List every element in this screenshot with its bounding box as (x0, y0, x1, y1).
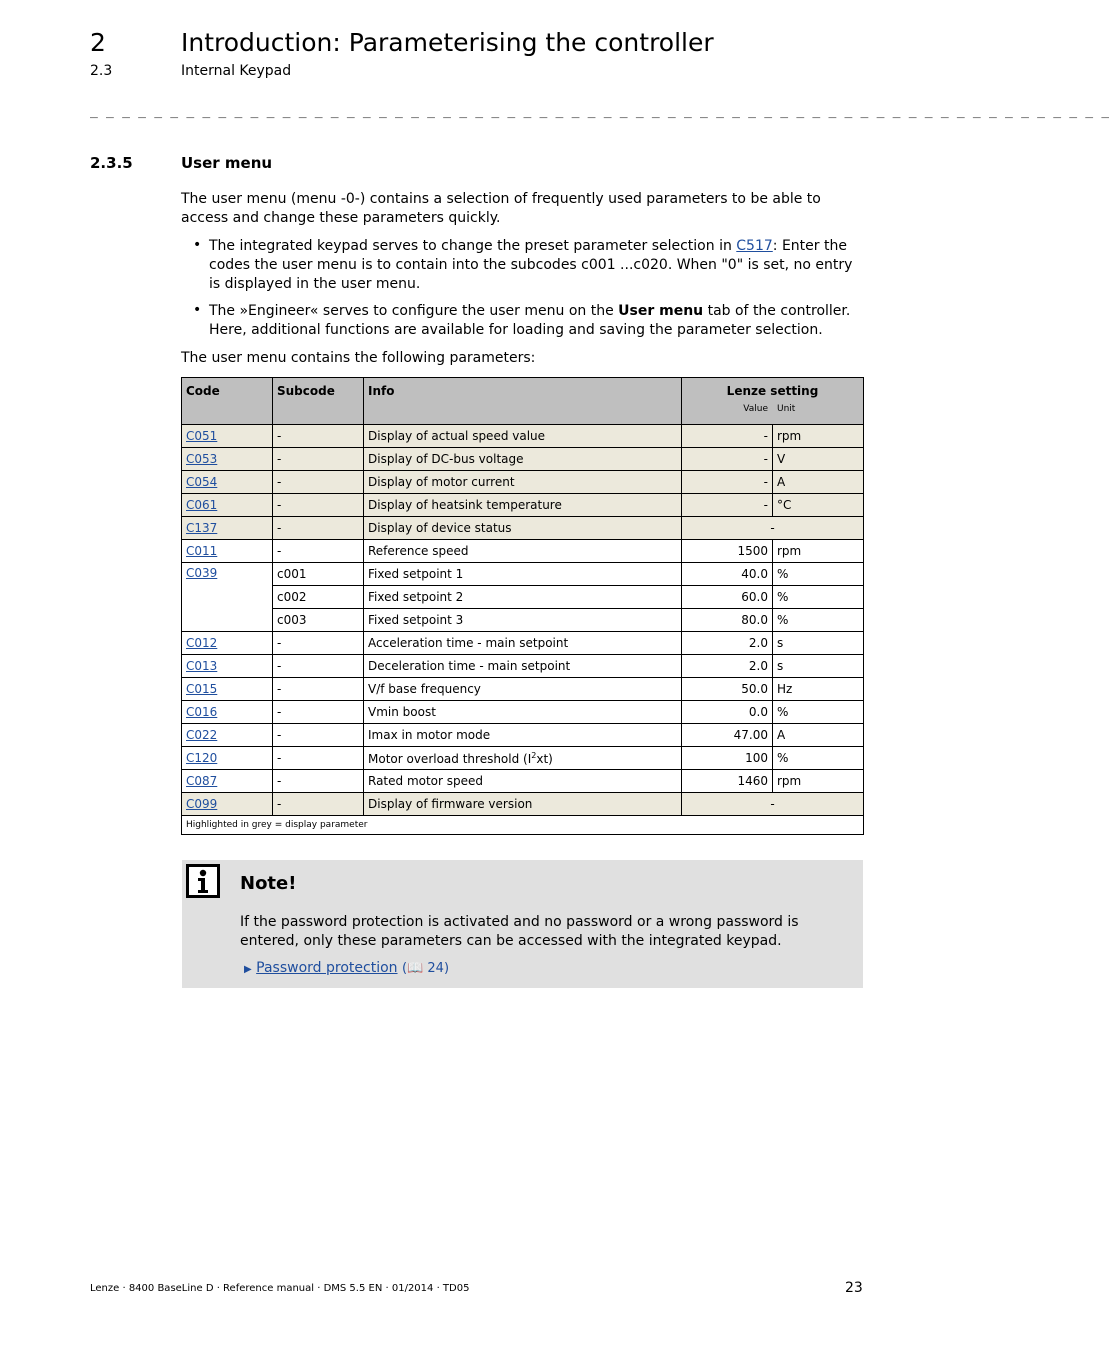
table-intro: The user menu contains the following parameters: (181, 350, 536, 366)
cell-lenze-merged: - (682, 517, 864, 540)
info-text: Display of motor current (368, 475, 515, 489)
cell-subcode: - (273, 655, 364, 678)
chapter-title: Introduction: Parameterising the controller (181, 28, 714, 57)
header-subcode: Subcode (273, 378, 364, 425)
cell-subcode: c002 (273, 586, 364, 609)
cell-info (364, 770, 682, 793)
header-code: Code (182, 378, 273, 425)
cell-subcode: - (273, 701, 364, 724)
bullet-2-after: tab of the controller. Here, additional functions are available for loading and saving the parameter selection. (209, 303, 851, 338)
cell-value: - (682, 448, 773, 471)
bullet-1-after: : Enter the codes the user menu is to contain into the subcodes c001 ...c020. When "0" is set, no entry is displayed in the user menu. (209, 238, 853, 292)
info-text: Fixed setpoint 1 (368, 567, 464, 581)
cell-code (182, 632, 273, 655)
chapter-number: 2 (90, 28, 106, 57)
cell-subcode: - (273, 724, 364, 747)
code-link[interactable]: C120 (186, 751, 218, 765)
table-body (182, 425, 864, 816)
code-link[interactable]: C022 (186, 728, 218, 742)
code-link[interactable]: C016 (186, 705, 218, 719)
cell-info (364, 678, 682, 701)
cell-unit: % (773, 747, 864, 770)
code-link[interactable]: C137 (186, 521, 218, 535)
table-row (182, 586, 864, 609)
book-icon: 📖 (407, 961, 424, 976)
intro-paragraph: The user menu (menu -0-) contains a selection of frequently used parameters to be able to access and change these parameters quickly. (181, 191, 821, 226)
table-row (182, 609, 864, 632)
subsection-number: 2.3.5 (90, 154, 133, 172)
note-link-page: 24 (427, 961, 444, 976)
bullet-dot: • (193, 302, 202, 318)
table-row (182, 517, 864, 540)
cell-unit: Hz (773, 678, 864, 701)
cell-value: 40.0 (682, 563, 773, 586)
cell-code (182, 471, 273, 494)
table-row (182, 747, 864, 770)
cell-subcode: - (273, 540, 364, 563)
parameter-table (181, 377, 864, 835)
cell-unit: V (773, 448, 864, 471)
cell-unit: A (773, 724, 864, 747)
info-superscript: 2 (531, 750, 537, 760)
cell-code (182, 770, 273, 793)
table-row (182, 494, 864, 517)
info-text: Acceleration time - main setpoint (368, 636, 569, 650)
bullet-1-before: The integrated keypad serves to change the preset parameter selection in (209, 238, 737, 254)
c517-link[interactable]: C517 (736, 238, 773, 254)
cell-subcode: - (273, 793, 364, 816)
code-link[interactable]: C012 (186, 636, 218, 650)
cell-code (182, 747, 273, 770)
table-row (182, 632, 864, 655)
cell-info (364, 747, 682, 770)
cell-subcode: - (273, 632, 364, 655)
info-text: V/f base frequency (368, 682, 481, 696)
cell-subcode: - (273, 747, 364, 770)
cell-code (182, 540, 273, 563)
code-link[interactable]: C099 (186, 797, 218, 811)
table-row (182, 655, 864, 678)
header-value: Value (743, 404, 768, 414)
header-unit: Unit (777, 404, 796, 414)
cell-value: 0.0 (682, 701, 773, 724)
cell-value: 50.0 (682, 678, 773, 701)
info-text: Vmin boost (368, 705, 436, 719)
header-info: Info (364, 378, 682, 425)
cell-code (182, 701, 273, 724)
cell-value: 60.0 (682, 586, 773, 609)
cell-code (182, 517, 273, 540)
cell-unit: % (773, 586, 864, 609)
cell-unit: rpm (773, 540, 864, 563)
cell-unit: % (773, 701, 864, 724)
info-text: Imax in motor mode (368, 728, 491, 742)
code-link[interactable]: C054 (186, 475, 218, 489)
cell-subcode: - (273, 448, 364, 471)
info-text: Display of firmware version (368, 797, 533, 811)
info-text: Reference speed (368, 544, 469, 558)
info-text: Fixed setpoint 3 (368, 613, 464, 627)
bullet-2-bold: User menu (618, 303, 704, 319)
info-text: Deceleration time - main setpoint (368, 659, 571, 673)
info-text: Fixed setpoint 2 (368, 590, 464, 604)
cell-value: 47.00 (682, 724, 773, 747)
cell-value: 1460 (682, 770, 773, 793)
cell-code (182, 793, 273, 816)
cell-subcode: - (273, 770, 364, 793)
cell-info (364, 540, 682, 563)
table-footnote-row (182, 816, 864, 835)
bullet-2-before: The »Engineer« serves to configure the user menu on the (209, 303, 619, 319)
cell-value: 1500 (682, 540, 773, 563)
table-row (182, 770, 864, 793)
cell-info (364, 586, 682, 609)
code-link[interactable]: C011 (186, 544, 218, 558)
cell-value: - (682, 425, 773, 448)
cell-info (364, 609, 682, 632)
cell-value: 2.0 (682, 655, 773, 678)
cell-unit: s (773, 655, 864, 678)
cell-code (182, 494, 273, 517)
cell-info (364, 425, 682, 448)
table-row (182, 425, 864, 448)
code-link[interactable]: C015 (186, 682, 218, 696)
cell-lenze-merged: - (682, 793, 864, 816)
footer-text: Lenze · 8400 BaseLine D · Reference manual · DMS 5.5 EN · 01/2014 · TD05 (90, 1283, 470, 1294)
bullet-dot: • (193, 237, 202, 253)
cell-unit: % (773, 563, 864, 586)
subsection-title: User menu (181, 154, 273, 172)
cell-info (364, 494, 682, 517)
header-rule: _ _ _ _ _ _ _ _ _ _ _ _ _ _ _ _ _ _ _ _ _ _ _ _ _ _ _ _ _ _ _ _ _ _ _ _ _ _ _ _ _ _ _ _ _ _ _ _ _ _ _ _ _ _ _ _ _ _ _ _ _ _ _ _ (90, 104, 1109, 119)
info-text: Display of heatsink temperature (368, 498, 562, 512)
header-lenze-label: Lenze setting (726, 384, 819, 398)
header-lenze-sub (686, 404, 859, 414)
cell-code (182, 425, 273, 448)
cell-info (364, 471, 682, 494)
table-footnote: Highlighted in grey = display parameter (182, 816, 864, 835)
cell-value: 100 (682, 747, 773, 770)
note-link-row (244, 960, 449, 976)
cell-subcode: - (273, 517, 364, 540)
cell-info (364, 724, 682, 747)
note-link-ref: (📖 24) (401, 961, 450, 976)
cell-value: 80.0 (682, 609, 773, 632)
cell-unit: s (773, 632, 864, 655)
info-text-after: xt) (536, 751, 553, 766)
info-text: Display of DC-bus voltage (368, 452, 524, 466)
table-row (182, 471, 864, 494)
cell-subcode: - (273, 494, 364, 517)
table-row (182, 724, 864, 747)
bullet-1 (209, 237, 865, 294)
table-row (182, 678, 864, 701)
cell-value: - (682, 471, 773, 494)
cell-subcode: - (273, 471, 364, 494)
arrow-right-icon: ▶ (244, 964, 252, 975)
section-number: 2.3 (90, 63, 113, 79)
code-link[interactable]: C051 (186, 429, 218, 443)
cell-unit: rpm (773, 425, 864, 448)
code-link[interactable]: C013 (186, 659, 218, 673)
table-row (182, 563, 864, 586)
table-row (182, 793, 864, 816)
table-row (182, 701, 864, 724)
cell-code (182, 655, 273, 678)
cell-code (182, 448, 273, 471)
info-text: Rated motor speed (368, 774, 484, 788)
code-link[interactable]: C053 (186, 452, 218, 466)
note-text: If the password protection is activated and no password or a wrong password is entered, only these parameters can be accessed with the integrated keypad. (240, 914, 799, 949)
cell-info (364, 701, 682, 724)
code-link[interactable]: C087 (186, 774, 218, 788)
cell-code (182, 678, 273, 701)
info-text: Display of actual speed value (368, 429, 546, 443)
bullet-2 (209, 302, 865, 340)
info-text: Display of device status (368, 521, 512, 535)
cell-value: 2.0 (682, 632, 773, 655)
table-row (182, 448, 864, 471)
cell-subcode: - (273, 425, 364, 448)
cell-info (364, 632, 682, 655)
cell-info (364, 563, 682, 586)
cell-code (182, 724, 273, 747)
code-link[interactable]: C061 (186, 498, 218, 512)
table-header-row (182, 378, 864, 425)
cell-subcode: c003 (273, 609, 364, 632)
cell-info (364, 448, 682, 471)
cell-value: - (682, 494, 773, 517)
section-title: Internal Keypad (181, 63, 292, 79)
password-protection-link[interactable]: Password protection (256, 960, 398, 976)
code-link[interactable]: C039 (186, 566, 218, 580)
cell-subcode: c001 (273, 563, 364, 586)
info-icon (186, 864, 220, 898)
cell-code (182, 563, 273, 632)
page-number: 23 (845, 1280, 863, 1296)
cell-unit: % (773, 609, 864, 632)
cell-unit: °C (773, 494, 864, 517)
info-text: Motor overload threshold (I (368, 751, 532, 766)
cell-unit: A (773, 471, 864, 494)
cell-info (364, 517, 682, 540)
cell-info (364, 793, 682, 816)
cell-unit: rpm (773, 770, 864, 793)
table-row (182, 540, 864, 563)
header-lenze-setting (682, 378, 864, 425)
cell-subcode: - (273, 678, 364, 701)
note-title: Note! (240, 873, 297, 894)
cell-info (364, 655, 682, 678)
